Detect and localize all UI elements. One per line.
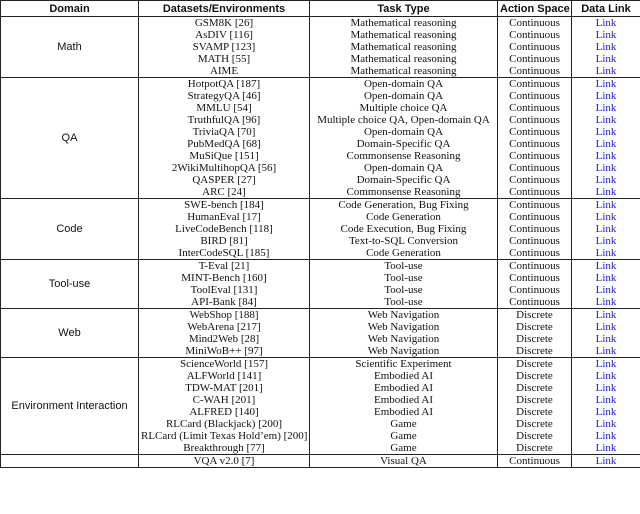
domain-cell: Environment Interaction bbox=[1, 358, 139, 455]
action-space-cell: Discrete bbox=[498, 358, 572, 371]
action-space-cell: Continuous bbox=[498, 138, 572, 150]
action-space-cell: Continuous bbox=[498, 235, 572, 247]
dataset-cell: LiveCodeBench [118] bbox=[139, 223, 310, 235]
data-link[interactable]: Link bbox=[595, 150, 617, 162]
data-link-cell bbox=[572, 138, 640, 150]
data-link[interactable]: Link bbox=[595, 442, 617, 454]
data-link[interactable]: Link bbox=[595, 78, 617, 90]
action-space-cell: Continuous bbox=[498, 29, 572, 41]
table-row bbox=[1, 358, 640, 371]
task-type-cell: Code Generation bbox=[310, 247, 498, 260]
task-type-cell: Scientific Experiment bbox=[310, 358, 498, 371]
header-domain: Domain bbox=[1, 1, 139, 17]
task-type-cell: Domain-Specific QA bbox=[310, 138, 498, 150]
data-link-cell bbox=[572, 150, 640, 162]
dataset-cell: RLCard (Blackjack) [200] bbox=[139, 418, 310, 430]
action-space-cell: Continuous bbox=[498, 90, 572, 102]
action-space-cell: Continuous bbox=[498, 199, 572, 212]
data-link-cell bbox=[572, 162, 640, 174]
data-link[interactable]: Link bbox=[595, 418, 617, 430]
data-link[interactable]: Link bbox=[595, 53, 617, 65]
task-type-cell: Multiple choice QA bbox=[310, 102, 498, 114]
data-link[interactable]: Link bbox=[595, 162, 617, 174]
dataset-cell: AsDIV [116] bbox=[139, 29, 310, 41]
task-type-cell: Commonsense Reasoning bbox=[310, 186, 498, 199]
task-type-cell: Visual QA bbox=[310, 455, 498, 468]
data-link[interactable]: Link bbox=[595, 430, 617, 442]
dataset-cell: HumanEval [17] bbox=[139, 211, 310, 223]
task-type-cell: Web Navigation bbox=[310, 309, 498, 322]
action-space-cell: Continuous bbox=[498, 126, 572, 138]
header-data-link: Data Link bbox=[572, 1, 640, 17]
dataset-cell: C-WAH [201] bbox=[139, 394, 310, 406]
task-type-cell: Web Navigation bbox=[310, 345, 498, 358]
data-link-cell bbox=[572, 41, 640, 53]
domain-group bbox=[1, 309, 640, 358]
dataset-cell: TDW-MAT [201] bbox=[139, 382, 310, 394]
action-space-cell: Continuous bbox=[498, 211, 572, 223]
data-link-cell bbox=[572, 345, 640, 358]
domain-cell: Math bbox=[1, 17, 139, 78]
data-link[interactable]: Link bbox=[595, 174, 617, 186]
domain-group bbox=[1, 17, 640, 78]
table-row bbox=[1, 455, 640, 468]
dataset-cell: AIME bbox=[139, 65, 310, 78]
data-link[interactable]: Link bbox=[595, 260, 617, 272]
data-link-cell bbox=[572, 102, 640, 114]
data-link-cell bbox=[572, 186, 640, 199]
data-link[interactable]: Link bbox=[595, 272, 617, 284]
dataset-cell: WebShop [188] bbox=[139, 309, 310, 322]
dataset-cell: QASPER [27] bbox=[139, 174, 310, 186]
dataset-cell: Mind2Web [28] bbox=[139, 333, 310, 345]
task-type-cell: Game bbox=[310, 442, 498, 455]
data-link-cell bbox=[572, 223, 640, 235]
domain-group bbox=[1, 358, 640, 455]
task-type-cell: Tool-use bbox=[310, 272, 498, 284]
action-space-cell: Continuous bbox=[498, 102, 572, 114]
domain-group bbox=[1, 199, 640, 260]
domain-cell: QA bbox=[1, 78, 139, 199]
action-space-cell: Discrete bbox=[498, 321, 572, 333]
table-row bbox=[1, 17, 640, 30]
action-space-cell: Discrete bbox=[498, 406, 572, 418]
action-space-cell: Continuous bbox=[498, 272, 572, 284]
task-type-cell: Open-domain QA bbox=[310, 78, 498, 91]
action-space-cell: Continuous bbox=[498, 174, 572, 186]
action-space-cell: Continuous bbox=[498, 78, 572, 91]
action-space-cell: Continuous bbox=[498, 186, 572, 199]
data-link-cell bbox=[572, 309, 640, 322]
table-row bbox=[1, 199, 640, 212]
data-link[interactable]: Link bbox=[595, 90, 617, 102]
data-link-cell bbox=[572, 114, 640, 126]
action-space-cell: Continuous bbox=[498, 17, 572, 30]
task-type-cell: Open-domain QA bbox=[310, 162, 498, 174]
data-link[interactable]: Link bbox=[595, 138, 617, 150]
dataset-cell: WebArena [217] bbox=[139, 321, 310, 333]
dataset-cell: HotpotQA [187] bbox=[139, 78, 310, 91]
action-space-cell: Discrete bbox=[498, 309, 572, 322]
data-link[interactable]: Link bbox=[595, 199, 617, 211]
data-link-cell bbox=[572, 358, 640, 371]
action-space-cell: Discrete bbox=[498, 333, 572, 345]
task-type-cell: Tool-use bbox=[310, 296, 498, 309]
data-link[interactable]: Link bbox=[595, 406, 617, 418]
dataset-cell: SVAMP [123] bbox=[139, 41, 310, 53]
dataset-cell: API-Bank [84] bbox=[139, 296, 310, 309]
table-header bbox=[1, 1, 640, 17]
domain-cell: Web bbox=[1, 309, 139, 358]
action-space-cell: Continuous bbox=[498, 455, 572, 468]
data-link-cell bbox=[572, 418, 640, 430]
data-link-cell bbox=[572, 406, 640, 418]
action-space-cell: Continuous bbox=[498, 65, 572, 78]
data-link-cell bbox=[572, 126, 640, 138]
action-space-cell: Continuous bbox=[498, 150, 572, 162]
data-link[interactable]: Link bbox=[595, 29, 617, 41]
task-type-cell: Embodied AI bbox=[310, 382, 498, 394]
task-type-cell: Web Navigation bbox=[310, 321, 498, 333]
dataset-cell: BIRD [81] bbox=[139, 235, 310, 247]
data-link-cell bbox=[572, 370, 640, 382]
action-space-cell: Discrete bbox=[498, 418, 572, 430]
data-link-cell bbox=[572, 296, 640, 309]
data-link-cell bbox=[572, 382, 640, 394]
dataset-cell: MuSiQue [151] bbox=[139, 150, 310, 162]
data-link-cell bbox=[572, 235, 640, 247]
data-link[interactable]: Link bbox=[595, 309, 617, 321]
dataset-cell: GSM8K [26] bbox=[139, 17, 310, 30]
dataset-cell: StrategyQA [46] bbox=[139, 90, 310, 102]
data-link[interactable]: Link bbox=[595, 102, 617, 114]
domain-cell: Code bbox=[1, 199, 139, 260]
data-link-cell bbox=[572, 199, 640, 212]
data-link[interactable]: Link bbox=[595, 211, 617, 223]
dataset-cell: SWE-bench [184] bbox=[139, 199, 310, 212]
dataset-cell: ScienceWorld [157] bbox=[139, 358, 310, 371]
data-link[interactable]: Link bbox=[595, 321, 617, 333]
data-link-cell bbox=[572, 29, 640, 41]
task-type-cell: Open-domain QA bbox=[310, 126, 498, 138]
data-link-cell bbox=[572, 321, 640, 333]
domain-cell bbox=[1, 455, 139, 468]
data-link-cell bbox=[572, 333, 640, 345]
task-type-cell: Embodied AI bbox=[310, 394, 498, 406]
dataset-cell: InterCodeSQL [185] bbox=[139, 247, 310, 260]
task-type-cell: Embodied AI bbox=[310, 406, 498, 418]
data-link-cell bbox=[572, 394, 640, 406]
action-space-cell: Continuous bbox=[498, 41, 572, 53]
data-link[interactable]: Link bbox=[595, 296, 617, 308]
data-link-cell bbox=[572, 17, 640, 30]
dataset-cell: MMLU [54] bbox=[139, 102, 310, 114]
data-link-cell bbox=[572, 272, 640, 284]
data-link-cell bbox=[572, 260, 640, 273]
data-link[interactable]: Link bbox=[595, 247, 617, 259]
task-type-cell: Domain-Specific QA bbox=[310, 174, 498, 186]
task-type-cell: Mathematical reasoning bbox=[310, 17, 498, 30]
task-type-cell: Embodied AI bbox=[310, 370, 498, 382]
domain-cell: Tool-use bbox=[1, 260, 139, 309]
action-space-cell: Continuous bbox=[498, 296, 572, 309]
table-row bbox=[1, 78, 640, 91]
data-link[interactable]: Link bbox=[595, 17, 617, 29]
task-type-cell: Game bbox=[310, 418, 498, 430]
dataset-cell: ALFRED [140] bbox=[139, 406, 310, 418]
dataset-cell: T-Eval [21] bbox=[139, 260, 310, 273]
data-link-cell bbox=[572, 174, 640, 186]
action-space-cell: Continuous bbox=[498, 114, 572, 126]
data-link[interactable]: Link bbox=[595, 455, 617, 467]
data-link[interactable]: Link bbox=[595, 333, 617, 345]
dataset-cell: Breakthrough [77] bbox=[139, 442, 310, 455]
action-space-cell: Discrete bbox=[498, 345, 572, 358]
action-space-cell: Discrete bbox=[498, 382, 572, 394]
data-link[interactable]: Link bbox=[595, 345, 617, 357]
action-space-cell: Continuous bbox=[498, 247, 572, 260]
data-link[interactable]: Link bbox=[595, 394, 617, 406]
data-link[interactable]: Link bbox=[595, 126, 617, 138]
task-type-cell: Game bbox=[310, 430, 498, 442]
data-link-cell bbox=[572, 53, 640, 65]
dataset-cell: ARC [24] bbox=[139, 186, 310, 199]
header-datasets: Datasets/Environments bbox=[139, 1, 310, 17]
data-link-cell bbox=[572, 90, 640, 102]
task-type-cell: Tool-use bbox=[310, 284, 498, 296]
data-link[interactable]: Link bbox=[595, 370, 617, 382]
task-type-cell: Code Generation bbox=[310, 211, 498, 223]
task-type-cell: Mathematical reasoning bbox=[310, 65, 498, 78]
dataset-cell: MINT-Bench [160] bbox=[139, 272, 310, 284]
header-action-space: Action Space bbox=[498, 1, 572, 17]
domain-group bbox=[1, 455, 640, 468]
task-type-cell: Tool-use bbox=[310, 260, 498, 273]
dataset-cell: RLCard (Limit Texas Hold’em) [200] bbox=[139, 430, 310, 442]
header-task-type: Task Type bbox=[310, 1, 498, 17]
data-link[interactable]: Link bbox=[595, 235, 617, 247]
task-type-cell: Mathematical reasoning bbox=[310, 29, 498, 41]
data-link-cell bbox=[572, 442, 640, 455]
dataset-cell: ALFWorld [141] bbox=[139, 370, 310, 382]
task-type-cell: Commonsense Reasoning bbox=[310, 150, 498, 162]
dataset-cell: 2WikiMultihopQA [56] bbox=[139, 162, 310, 174]
task-type-cell: Open-domain QA bbox=[310, 90, 498, 102]
data-link[interactable]: Link bbox=[595, 114, 617, 126]
dataset-cell: VQA v2.0 [7] bbox=[139, 455, 310, 468]
action-space-cell: Discrete bbox=[498, 442, 572, 455]
dataset-cell: ToolEval [131] bbox=[139, 284, 310, 296]
data-link-cell bbox=[572, 284, 640, 296]
action-space-cell: Discrete bbox=[498, 394, 572, 406]
action-space-cell: Discrete bbox=[498, 430, 572, 442]
data-link[interactable]: Link bbox=[595, 382, 617, 394]
data-link[interactable]: Link bbox=[595, 223, 617, 235]
action-space-cell: Continuous bbox=[498, 260, 572, 273]
data-link-cell bbox=[572, 247, 640, 260]
domain-group bbox=[1, 260, 640, 309]
data-link[interactable]: Link bbox=[595, 41, 617, 53]
action-space-cell: Continuous bbox=[498, 53, 572, 65]
task-type-cell: Multiple choice QA, Open-domain QA bbox=[310, 114, 498, 126]
dataset-cell: TriviaQA [70] bbox=[139, 126, 310, 138]
data-link[interactable]: Link bbox=[595, 65, 617, 77]
table-row bbox=[1, 260, 640, 273]
dataset-cell: MATH [55] bbox=[139, 53, 310, 65]
task-type-cell: Code Generation, Bug Fixing bbox=[310, 199, 498, 212]
action-space-cell: Continuous bbox=[498, 284, 572, 296]
task-type-cell: Mathematical reasoning bbox=[310, 53, 498, 65]
data-link-cell bbox=[572, 211, 640, 223]
domain-group bbox=[1, 78, 640, 199]
data-link-cell bbox=[572, 455, 640, 468]
task-type-cell: Text-to-SQL Conversion bbox=[310, 235, 498, 247]
task-type-cell: Mathematical reasoning bbox=[310, 41, 498, 53]
action-space-cell: Continuous bbox=[498, 162, 572, 174]
action-space-cell: Discrete bbox=[498, 370, 572, 382]
data-link[interactable]: Link bbox=[595, 186, 617, 198]
data-link[interactable]: Link bbox=[595, 284, 617, 296]
dataset-cell: PubMedQA [68] bbox=[139, 138, 310, 150]
data-link[interactable]: Link bbox=[595, 358, 617, 370]
data-link-cell bbox=[572, 78, 640, 91]
table-row bbox=[1, 309, 640, 322]
header-row bbox=[1, 1, 640, 17]
dataset-cell: TruthfulQA [96] bbox=[139, 114, 310, 126]
dataset-cell: MiniWoB++ [97] bbox=[139, 345, 310, 358]
task-type-cell: Web Navigation bbox=[310, 333, 498, 345]
data-link-cell bbox=[572, 65, 640, 78]
action-space-cell: Continuous bbox=[498, 223, 572, 235]
data-link-cell bbox=[572, 430, 640, 442]
task-type-cell: Code Execution, Bug Fixing bbox=[310, 223, 498, 235]
